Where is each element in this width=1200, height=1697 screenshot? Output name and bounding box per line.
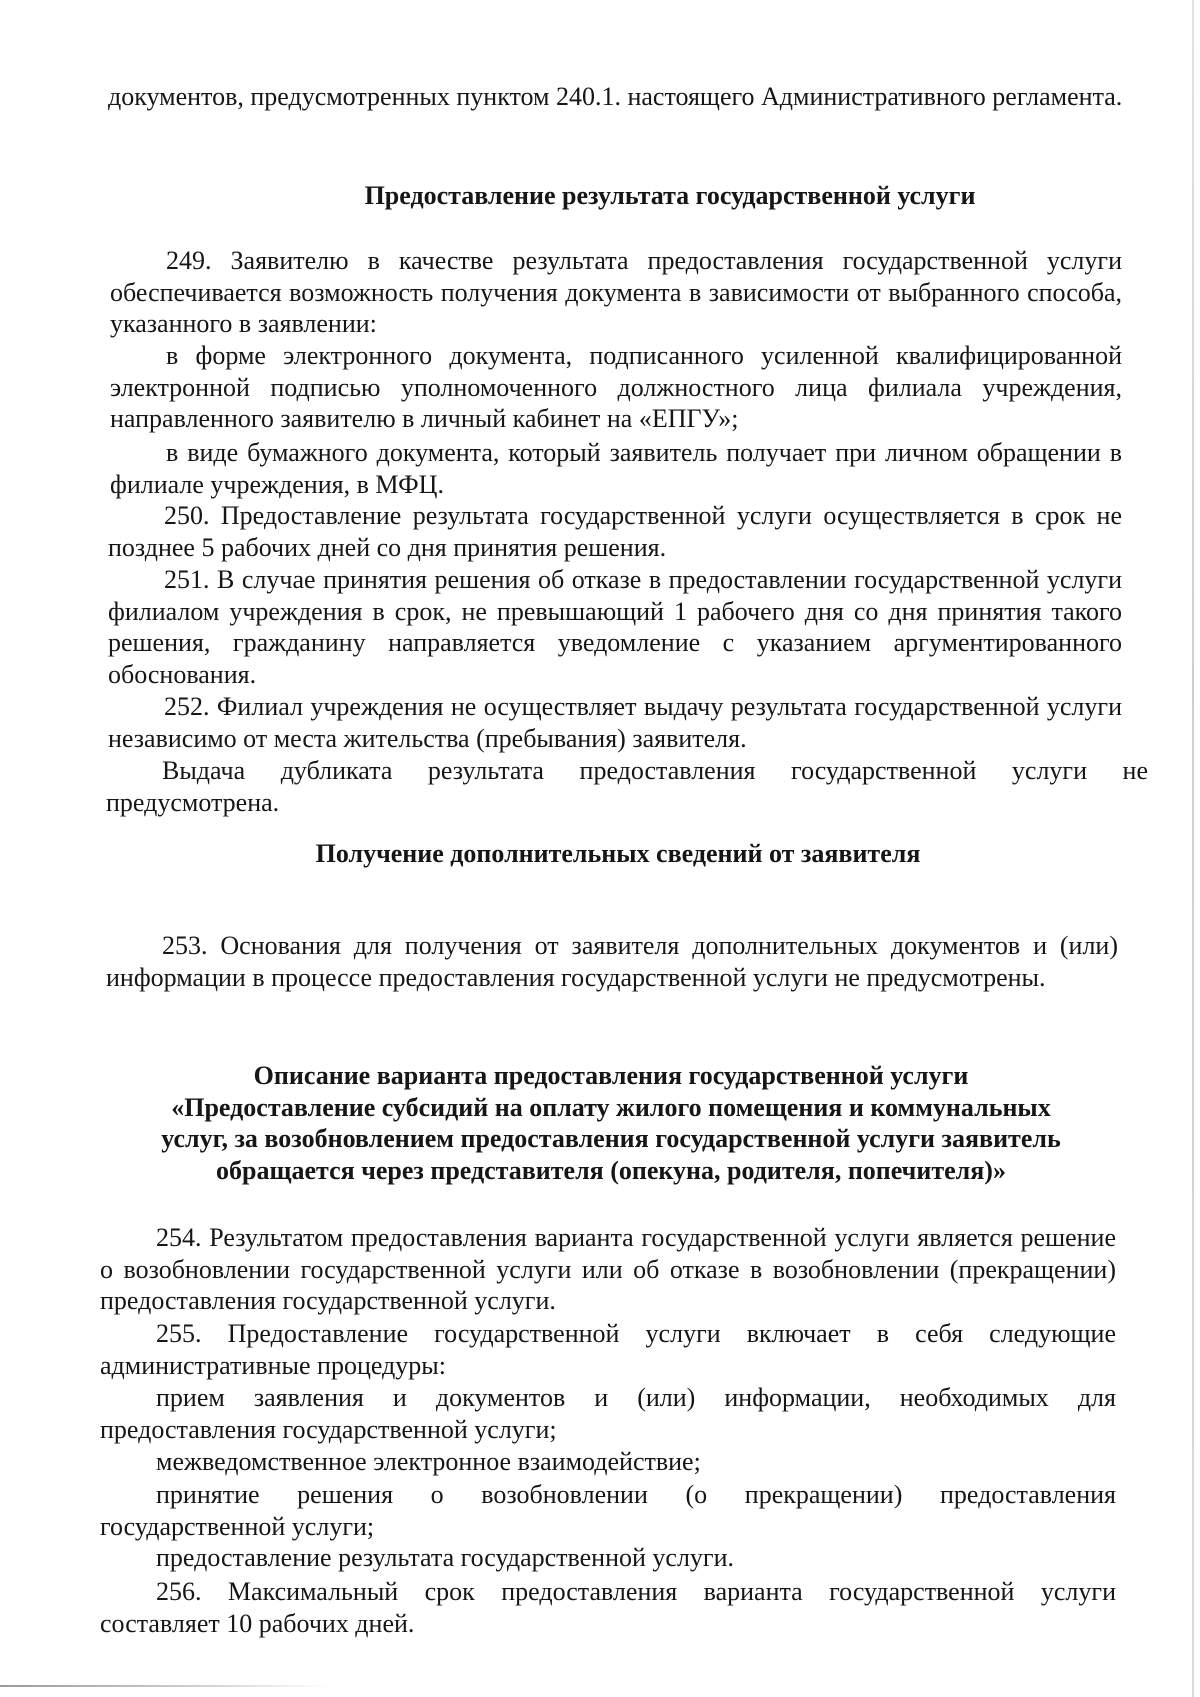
- section-heading-result: Предоставление результата государственной услуги: [364, 181, 976, 210]
- paragraph-252-duplicate-text: Выдача дубликата результата предоставления государственной услуги не предусмотрена.: [106, 756, 1148, 817]
- paragraph-249-electronic: [110, 340, 1122, 435]
- paragraph-251-text: 251. В случае принятия решения об отказе в предоставлении государственной услуги филиалом учреждения в срок, не превышающий 1 рабочего дня со дня принятия такого решения, гражданину направляется уведомление с указанием аргументированного обоснования.: [108, 565, 1122, 689]
- section-heading-variant-line-1: Описание варианта предоставления государственной услуги: [253, 1061, 969, 1090]
- paragraph-255-item-2: [100, 1446, 1116, 1478]
- paragraph-250: [108, 500, 1122, 563]
- paragraph-256: [100, 1576, 1116, 1639]
- paragraph-255-item-1: [100, 1382, 1116, 1445]
- paragraph-249-text: 249. Заявителю в качестве результата предоставления государственной услуги обеспечивается возможность получения документа в зависимости от выбранного способа, указанного в заявлении:: [110, 246, 1122, 338]
- paragraph-255-item-2-text: межведомственное электронное взаимодействие;: [156, 1447, 701, 1476]
- paragraph-249-paper: [110, 437, 1122, 500]
- paragraph-252-duplicate: [106, 755, 1148, 818]
- scan-edge-right: [1192, 0, 1194, 1697]
- paragraph-253-text: 253. Основания для получения от заявителя дополнительных документов и (или) информации в процессе предоставления государственной услуги не предусмотрены.: [106, 931, 1118, 992]
- paragraph-253: [106, 930, 1118, 993]
- continuation-paragraph: документов, предусмотренных пунктом 240.1. настоящего Административного регламента.: [108, 82, 1123, 111]
- paragraph-249-paper-text: в виде бумажного документа, который заявитель получает при личном обращении в филиале учреждения, в МФЦ.: [110, 438, 1122, 499]
- paragraph-256-text: 256. Максимальный срок предоставления варианта государственной услуги составляет 10 рабочих дней.: [100, 1577, 1116, 1638]
- paragraph-249: [110, 245, 1122, 340]
- paragraph-255-text: 255. Предоставление государственной услуги включает в себя следующие административные процедуры:: [100, 1319, 1116, 1380]
- paragraph-254: [100, 1222, 1116, 1317]
- paragraph-252: [108, 691, 1122, 754]
- paragraph-255-item-4-text: предоставление результата государственной услуги.: [156, 1543, 735, 1572]
- paragraph-249-electronic-text: в форме электронного документа, подписанного усиленной квалифицированной электронной подписью уполномоченного должностного лица филиала учреждения, направленного заявителю в личный кабинет на «ЕПГУ»;: [110, 341, 1122, 433]
- section-heading-variant-line-3: услуг, за возобновлением предоставления государственной услуги заявитель: [161, 1124, 1061, 1153]
- paragraph-255-item-1-text: прием заявления и документов и (или) информации, необходимых для предоставления государственной услуги;: [100, 1383, 1116, 1444]
- section-heading-variant: [104, 1060, 1118, 1186]
- paragraph-255: [100, 1318, 1116, 1381]
- paragraph-252-text: 252. Филиал учреждения не осуществляет выдачу результата государственной услуги независимо от места жительства (пребывания) заявителя.: [108, 692, 1122, 753]
- section-heading-additional: Получение дополнительных сведений от заявителя: [315, 839, 921, 868]
- paragraph-254-text: 254. Результатом предоставления варианта государственной услуги является решение о возобновлении государственной услуги или об отказе в возобновлении (прекращении) предоставления государственной услуги.: [100, 1223, 1116, 1315]
- section-heading-variant-line-4: обращается через представителя (опекуна, родителя, попечителя)»: [216, 1155, 1006, 1185]
- paragraph-251: [108, 564, 1122, 690]
- section-heading-variant-line-2: «Предоставление субсидий на оплату жилого помещения и коммунальных: [171, 1092, 1051, 1122]
- scan-edge-bottom: [0, 1685, 330, 1687]
- paragraph-250-text: 250. Предоставление результата государственной услуги осуществляется в срок не позднее 5 рабочих дней со дня принятия решения.: [108, 501, 1122, 562]
- paragraph-255-item-3: [100, 1479, 1116, 1542]
- paragraph-255-item-4: [100, 1542, 1116, 1574]
- paragraph-255-item-3-text: принятие решения о возобновлении (о прекращении) предоставления государственной услуги;: [100, 1480, 1116, 1541]
